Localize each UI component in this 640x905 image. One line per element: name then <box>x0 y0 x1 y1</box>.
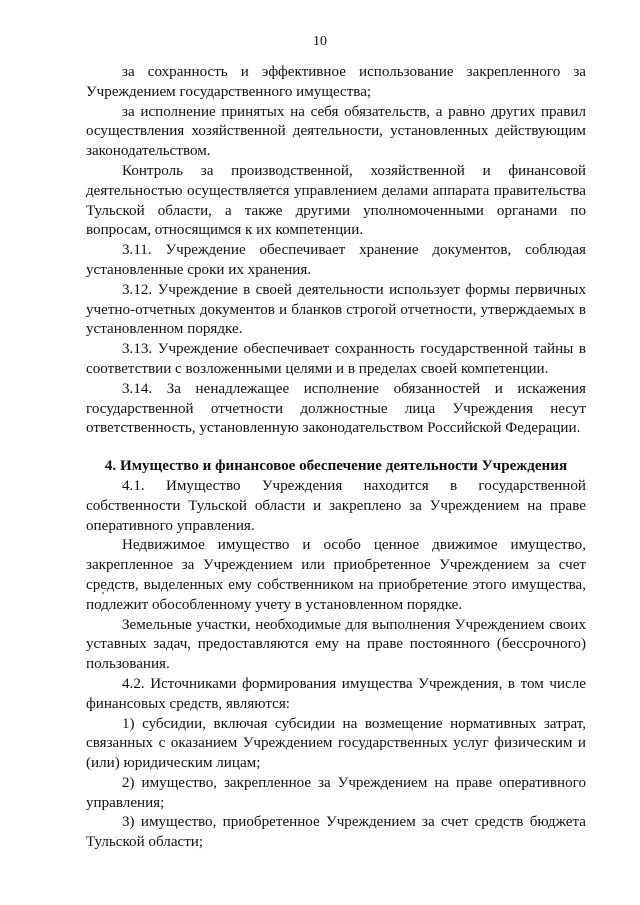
list-item: 3) имущество, приобретенное Учреждением за счет средств бюджета Тульской области; <box>86 814 586 851</box>
paragraph: за сохранность и эффективное использование закрепленного за Учреждением государственного имущества; <box>86 64 586 100</box>
page-number: 10 <box>313 34 327 49</box>
paragraph: Недвижимое имущество и особо ценное движимое имущество, закрепленное за Учреждением или приобретенное Учреждением за счет средств, выделенных ему собственником на приобретение этого имущества, подлежит обособленному учету в установленном порядке. <box>86 537 586 613</box>
page-body <box>86 63 586 853</box>
section-heading: 4. Имущество и финансовое обеспечение деятельности Учреждения <box>104 458 568 475</box>
paragraph: за исполнение принятых на себя обязательств, а равно других правил осуществления хозяйственной деятельности, установленных действующим законодательством. <box>86 103 586 160</box>
paragraph: 3.11. Учреждение обеспечивает хранение документов, соблюдая установленные сроки их хранения. <box>86 242 586 278</box>
list-item: 1) субсидии, включая субсидии на возмещение нормативных затрат, связанных с оказанием Учреждением государственных услуг физическим и (или) юридическим лицам; <box>86 715 586 772</box>
paragraph: 4.1. Имущество Учреждения находится в государственной собственности Тульской области и закреплено за Учреждением на праве оперативного управления. <box>86 477 586 534</box>
paragraph: Контроль за производственной, хозяйственной и финансовой деятельностью осуществляется управлением делами аппарата правительства Тульской области, а также другими уполномоченными органами по вопросам, относящимся к их компетенции. <box>86 162 586 239</box>
list-item: 2) имущество, закрепленное за Учреждением на праве оперативного управления; <box>86 774 586 811</box>
paragraph: 3.12. Учреждение в своей деятельности использует формы первичных учетно-отчетных документов и бланков строгой отчетности, утверждаемых в установленном порядке. <box>86 281 586 338</box>
paragraph: 4.2. Источниками формирования имущества Учреждения, в том числе финансовых средств, являются: <box>86 675 586 712</box>
paragraph: 3.13. Учреждение обеспечивает сохранность государственной тайны в соответствии с возложенными целями и в пределах своей компетенции. <box>86 341 586 377</box>
paragraph: Земельные участки, необходимые для выполнения Учреждением своих уставных задач, предоставляются ему на праве постоянного (бессрочного) пользования. <box>86 616 586 673</box>
paragraph: 3.14. За ненадлежащее исполнение обязанностей и искажения государственной отчетности должностные лица Учреждения несут ответственность, установленную законодательством Российской Федерации. <box>86 380 586 437</box>
